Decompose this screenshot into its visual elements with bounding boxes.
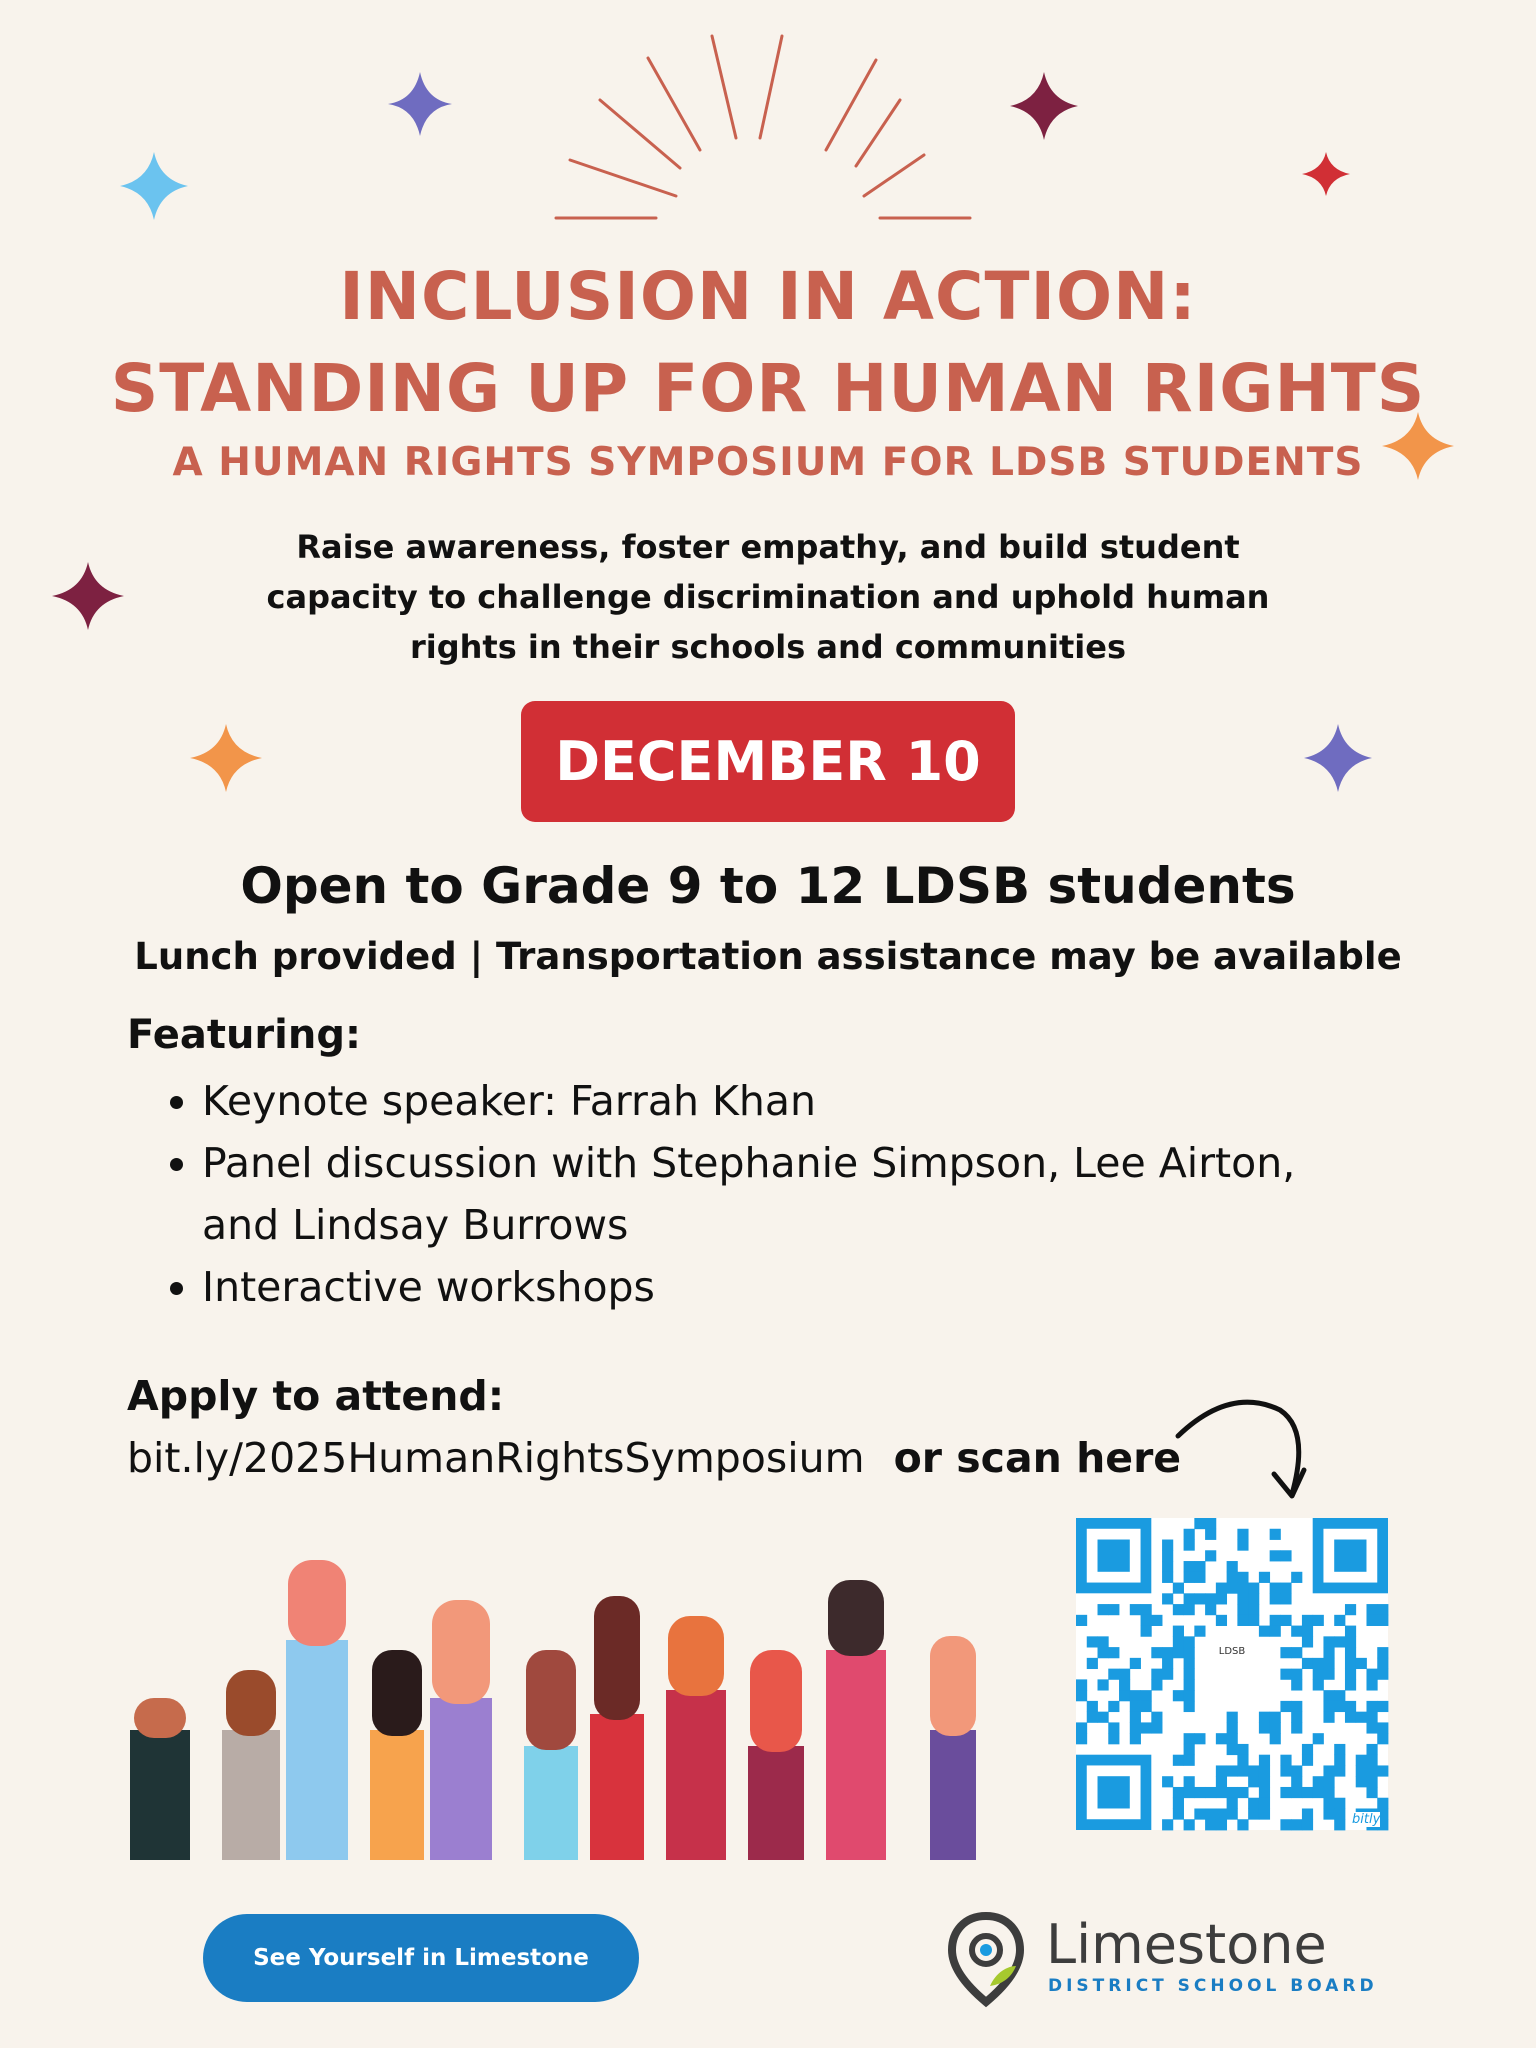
title-line-2: STANDING UP FOR HUMAN RIGHTS: [110, 350, 1426, 427]
scan-text: or scan here: [893, 1434, 1182, 1482]
perks-text: Lunch provided | Transportation assistance may be available: [134, 935, 1402, 978]
qr-pattern: [1076, 1518, 1388, 1830]
limestone-logo-icon: [946, 1910, 1026, 2006]
apply-heading: Apply to attend:: [127, 1372, 505, 1420]
qr-corner-label: bitly: [1352, 1812, 1381, 1827]
logo-subtitle: DISTRICT SCHOOL BOARD: [1048, 1976, 1378, 1996]
description: Raise awareness, foster empathy, and build student capacity to challenge discrimination and uphold human rights in their schools and communities: [266, 528, 1270, 666]
qr-code[interactable]: [1076, 1518, 1388, 1830]
raised-hands-illustration: [120, 1520, 1000, 1860]
title-line-1: INCLUSION IN ACTION:: [339, 258, 1197, 335]
apply-line: [127, 1434, 1181, 1482]
logo-name: Limestone: [1046, 1913, 1327, 1976]
list-item: • Keynote speaker: Farrah Khan: [202, 1070, 1402, 1132]
list-item: • Panel discussion with Stephanie Simpson, Lee Airton, and Lindsay Burrows: [202, 1132, 1332, 1256]
list-item: • Interactive workshops: [202, 1256, 1402, 1318]
featuring-heading: Featuring:: [127, 1012, 361, 1058]
qr-center-label: LDSB: [1212, 1646, 1252, 1657]
event-date-badge: DECEMBER 10: [521, 701, 1015, 822]
arrow-icon: [1170, 1390, 1320, 1510]
eligibility-text: Open to Grade 9 to 12 LDSB students: [240, 857, 1296, 915]
subtitle: A HUMAN RIGHTS SYMPOSIUM FOR LDSB STUDENTS: [172, 440, 1364, 485]
featuring-list: [160, 1070, 1402, 1318]
apply-link[interactable]: bit.ly/2025HumanRightsSymposium: [127, 1434, 865, 1482]
see-yourself-button[interactable]: See Yourself in Limestone: [203, 1914, 639, 2002]
